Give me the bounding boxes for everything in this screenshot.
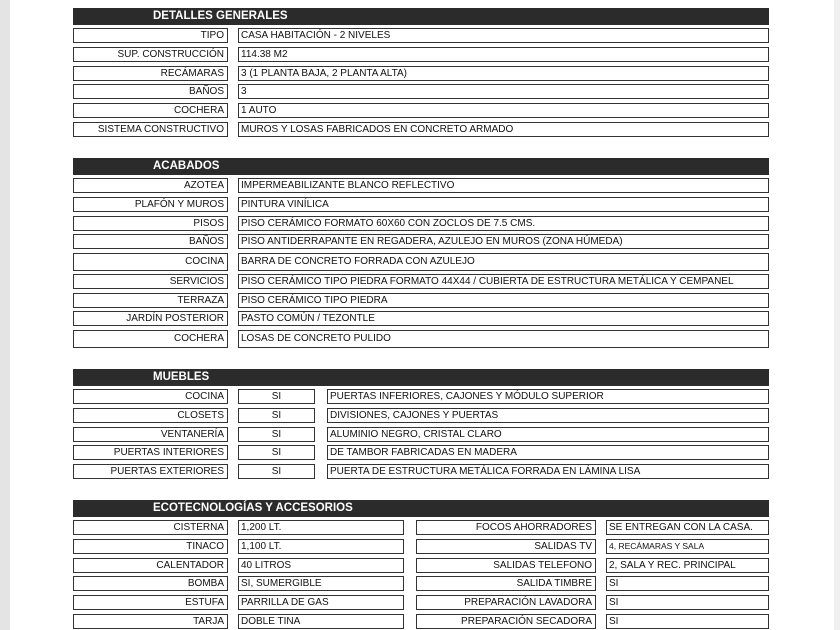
row-value: DIVISIONES, CAJONES Y PUERTAS	[327, 408, 769, 423]
row-label: TARJA	[73, 614, 228, 629]
row-value: PINTURA VINÍLICA	[238, 197, 769, 212]
row-value: SE ENTREGAN CON LA CASA.	[606, 520, 769, 535]
row-label: CALENTADOR	[73, 558, 228, 573]
row-label: TERRAZA	[73, 293, 228, 308]
row-label: JARDÍN POSTERIOR	[73, 311, 228, 326]
row-label: TIPO	[73, 28, 228, 43]
row-value: 2, SALA Y REC. PRINCIPAL	[606, 558, 769, 573]
row-label: TINACO	[73, 539, 228, 554]
row-value: 3	[238, 84, 769, 99]
row-flag: SI	[238, 464, 315, 479]
row-value: SI, SUMERGIBLE	[238, 576, 404, 591]
row-label: CISTERNA	[73, 520, 228, 535]
row-value: LOSAS DE CONCRETO PULIDO	[238, 330, 769, 348]
row-label: SALIDA TIMBRE	[416, 576, 596, 591]
row-value: MUROS Y LOSAS FABRICADOS EN CONCRETO ARMADO	[238, 122, 769, 137]
row-label: PLAFÓN Y MUROS	[73, 197, 228, 212]
row-value: PISO CERÁMICO TIPO PIEDRA FORMATO 44X44 / CUBIERTA DE ESTRUCTURA METÁLICA Y CEMPANEL	[238, 274, 769, 289]
row-value: SI	[606, 576, 769, 591]
row-label: PREPARACIÓN LAVADORA	[416, 595, 596, 610]
row-label: COCHERA	[73, 330, 228, 348]
row-label: SUP. CONSTRUCCIÓN	[73, 47, 228, 62]
row-value: DOBLE TINA	[238, 614, 404, 629]
row-label: COCHERA	[73, 103, 228, 118]
row-label: SALIDAS TV	[416, 539, 596, 554]
section-title-muebles: MUEBLES	[73, 369, 769, 386]
row-label: CLOSETS	[73, 408, 228, 423]
row-label: PUERTAS INTERIORES	[73, 445, 228, 460]
row-flag: SI	[238, 389, 315, 404]
row-value: 3 (1 PLANTA BAJA, 2 PLANTA ALTA)	[238, 66, 769, 81]
row-value: 1,200 LT.	[238, 520, 404, 535]
row-value: PISO ANTIDERRAPANTE EN REGADERA, AZULEJO EN MUROS (ZONA HÚMEDA)	[238, 234, 769, 249]
row-label: ESTUFA	[73, 595, 228, 610]
row-value: 114.38 M2	[238, 47, 769, 62]
row-value: 1,100 LT.	[238, 539, 404, 554]
row-value: DE TAMBOR FABRICADAS EN MADERA	[327, 445, 769, 460]
row-value: IMPERMEABILIZANTE BLANCO REFLECTIVO	[238, 178, 769, 193]
row-value: SI	[606, 614, 769, 629]
row-value: PUERTA DE ESTRUCTURA METÁLICA FORRADA EN LÁMINA LISA	[327, 464, 769, 479]
row-value: SI	[606, 595, 769, 610]
section-title-eco: ECOTECNOLOGÍAS Y ACCESORIOS	[73, 500, 769, 517]
row-value: PARRILLA DE GAS	[238, 595, 404, 610]
row-label: COCINA	[73, 389, 228, 404]
row-value: 1 AUTO	[238, 103, 769, 118]
row-label: AZOTEA	[73, 178, 228, 193]
row-value: 4, RECÁMARAS Y SALA	[606, 539, 769, 554]
page-edge-right	[834, 0, 840, 630]
row-label: BOMBA	[73, 576, 228, 591]
section-title-detalles: DETALLES GENERALES	[73, 8, 769, 25]
row-value: PISO CERÁMICO FORMATO 60X60 CON ZOCLOS DE 7.5 CMS.	[238, 216, 769, 231]
row-label: PUERTAS EXTERIORES	[73, 464, 228, 479]
row-value: PISO CERÁMICO TIPO PIEDRA	[238, 293, 769, 308]
row-label: BAÑOS	[73, 84, 228, 99]
row-value: 40 LITROS	[238, 558, 404, 573]
row-flag: SI	[238, 445, 315, 460]
row-flag: SI	[238, 408, 315, 423]
row-label: BAÑOS	[73, 234, 228, 249]
row-value: PUERTAS INFERIORES, CAJONES Y MÓDULO SUPERIOR	[327, 389, 769, 404]
row-value: ALUMINIO NEGRO, CRISTAL CLARO	[327, 427, 769, 442]
row-label: FOCOS AHORRADORES	[416, 520, 596, 535]
row-flag: SI	[238, 427, 315, 442]
row-value: PASTO COMÚN / TEZONTLE	[238, 311, 769, 326]
row-label: PREPARACIÓN SECADORA	[416, 614, 596, 629]
row-label: PISOS	[73, 216, 228, 231]
row-value: BARRA DE CONCRETO FORRADA CON AZULEJO	[238, 253, 769, 271]
row-label: COCINA	[73, 253, 228, 271]
row-label: SISTEMA CONSTRUCTIVO	[73, 122, 228, 137]
page-edge-left	[0, 0, 10, 630]
row-label: RECÁMARAS	[73, 66, 228, 81]
section-title-acabados: ACABADOS	[73, 158, 769, 175]
row-label: SALIDAS TELEFONO	[416, 558, 596, 573]
row-label: VENTANERÍA	[73, 427, 228, 442]
row-value: CASA HABITACIÓN - 2 NIVELES	[238, 28, 769, 43]
row-label: SERVICIOS	[73, 274, 228, 289]
